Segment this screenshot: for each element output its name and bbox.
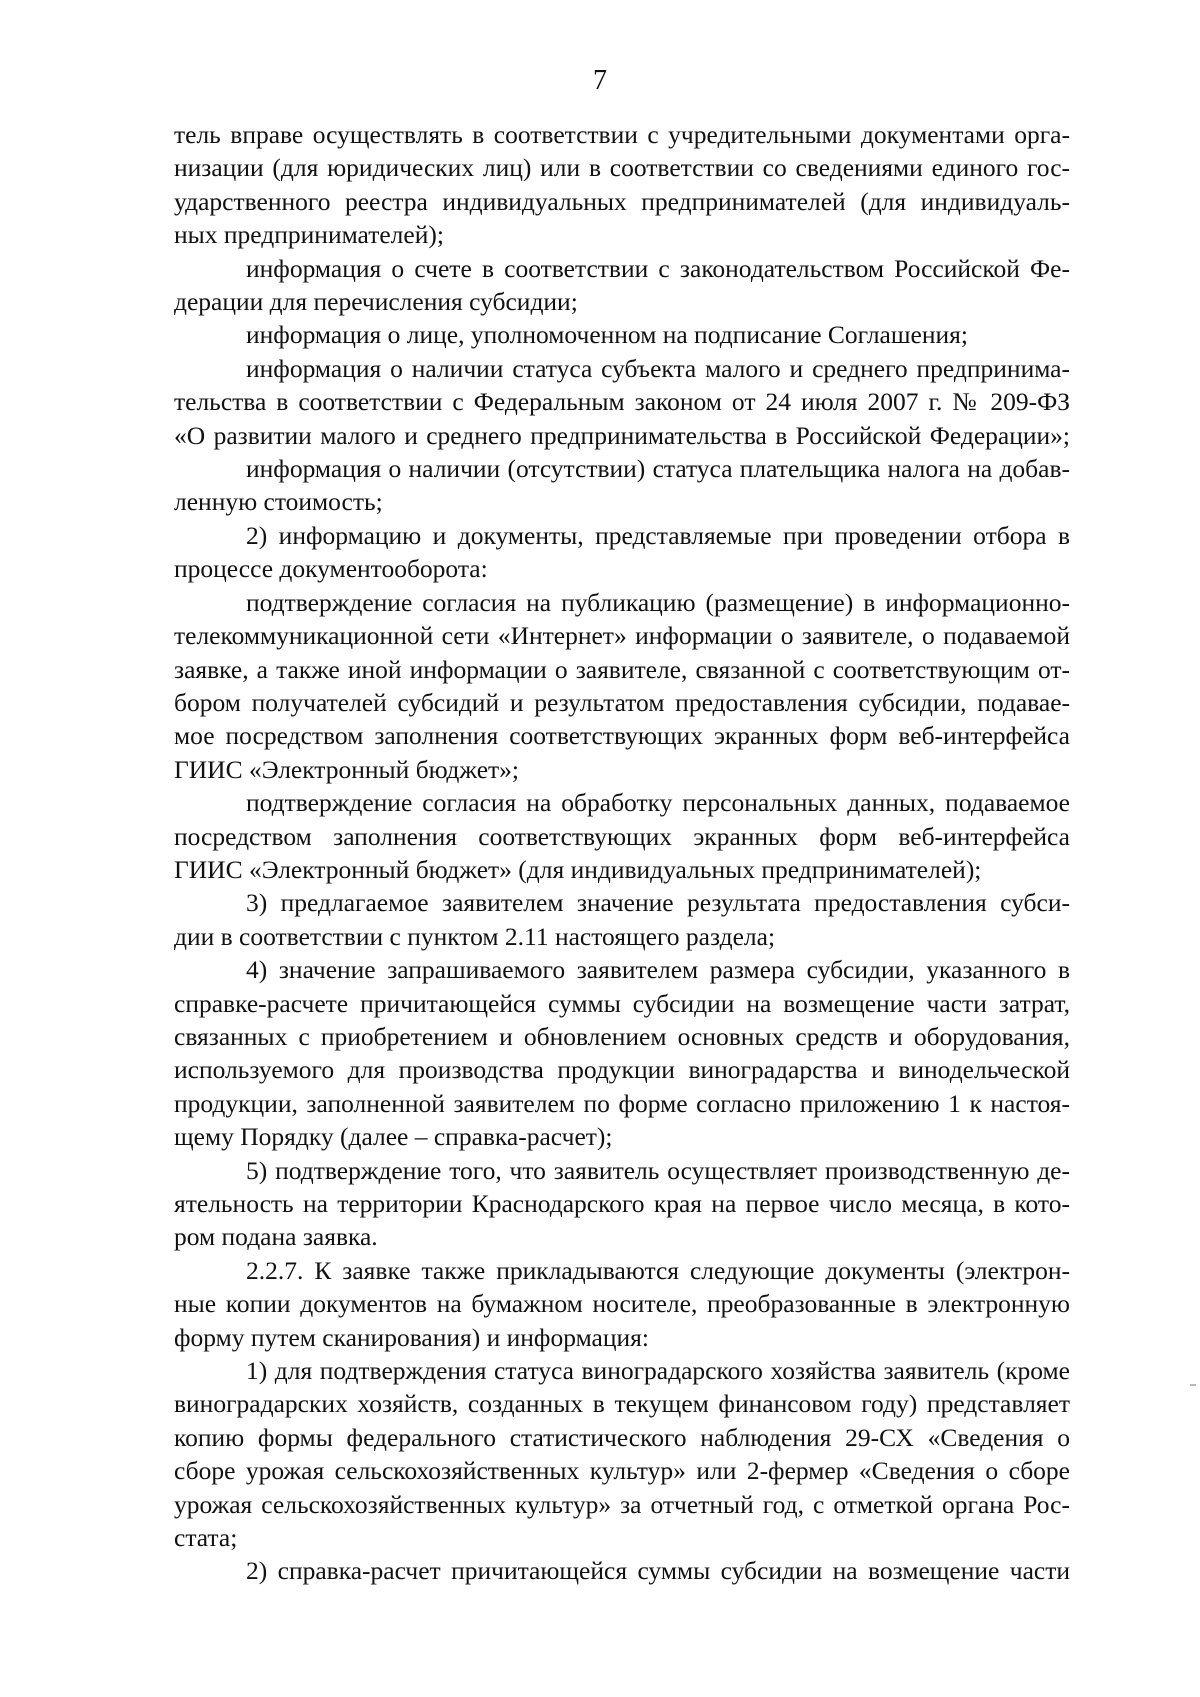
- text-line: копию формы федерального статистического наблюдения 29-СХ «Сведения о: [174, 1422, 1070, 1452]
- text-line: тель вправе осуществлять в соответствии с учредительными документами орга-: [174, 120, 1070, 149]
- text-line: ные копии документов на бумажном носителе, преобразованные в электронную: [174, 1289, 1070, 1319]
- text-line: ГИИС «Электронный бюджет» (для индивидуальных предпринимателей);: [174, 854, 982, 884]
- text-line: информация о лице, уполномоченном на подписание Соглашения;: [246, 320, 968, 350]
- scan-edge-mark: [1190, 1384, 1196, 1386]
- text-line: продукции, заполненной заявителем по форме согласно приложению 1 к настоя-: [174, 1088, 1070, 1118]
- text-line: урожая сельскохозяйственных культур» за отчетный год, с отметкой органа Рос-: [174, 1489, 1070, 1519]
- text-line: ром подана заявка.: [174, 1222, 378, 1252]
- text-line: процессе документооборота:: [174, 554, 488, 584]
- text-line: бором получателей субсидий и результатом предоставления субсидии, подавае-: [174, 687, 1070, 717]
- text-line: стата;: [174, 1523, 238, 1553]
- text-line: тельства в соответствии с Федеральным законом от 24 июля 2007 г. № 209-ФЗ: [174, 387, 1070, 417]
- text-line: ГИИС «Электронный бюджет»;: [174, 754, 519, 784]
- text-line: сборе урожая сельскохозяйственных культур» или 2-фермер «Сведения о сборе: [174, 1456, 1070, 1486]
- document-body: [174, 118, 1070, 1588]
- text-line: информация о счете в соответствии с законодательством Российской Фе-: [246, 253, 1070, 283]
- text-line: заявке, а также иной информации о заявителе, связанной с соответствующим от-: [174, 654, 1070, 684]
- text-line: 1) для подтверждения статуса виноградарского хозяйства заявитель (кроме: [246, 1356, 1070, 1386]
- text-line: 2) информацию и документы, представляемые при проведении отбора в: [246, 520, 1070, 550]
- text-line: дерации для перечисления субсидии;: [174, 287, 578, 317]
- text-line: ных предпринимателей);: [174, 220, 444, 250]
- text-line: щему Порядку (далее – справка-расчет);: [174, 1122, 613, 1152]
- text-line: связанных с приобретением и обновлением основных средств и оборудования,: [174, 1021, 1070, 1051]
- text-line: подтверждение согласия на публикацию (размещение) в информационно-: [246, 587, 1070, 617]
- text-line: ятельность на территории Краснодарского края на первое число месяца, в кото-: [174, 1189, 1070, 1218]
- text-line: 2) справка-расчет причитающейся суммы субсидии на возмещение части: [246, 1556, 1070, 1586]
- text-line: информация о наличии (отсутствии) статуса плательщика налога на добав-: [246, 454, 1070, 484]
- text-line: «О развитии малого и среднего предпринимательства в Российской Федерации»;: [174, 420, 1070, 450]
- text-line: низации (для юридических лиц) или в соответствии со сведениями единого гос-: [174, 153, 1070, 183]
- text-line: 2.2.7. К заявке также прикладываются следующие документы (электрон-: [246, 1255, 1070, 1285]
- page-number: 7: [593, 65, 607, 96]
- text-line: форму путем сканирования) и информация:: [174, 1322, 649, 1352]
- text-line: 5) подтверждение того, что заявитель осуществляет производственную де-: [246, 1155, 1070, 1185]
- text-line: посредством заполнения соответствующих экранных форм веб-интерфейса: [174, 821, 1070, 851]
- text-line: информация о наличии статуса субъекта малого и среднего предпринима-: [246, 353, 1070, 383]
- text-line: виноградарских хозяйств, созданных в текущем финансовом году) представляет: [174, 1389, 1070, 1419]
- text-line: ленную стоимость;: [174, 487, 383, 517]
- text-line: подтверждение согласия на обработку персональных данных, подаваемое: [246, 788, 1070, 818]
- text-line: мое посредством заполнения соответствующих экранных форм веб-интерфейса: [174, 721, 1070, 751]
- text-line: телекоммуникационной сети «Интернет» информации о заявителе, о подаваемой: [174, 621, 1070, 651]
- text-line: 4) значение запрашиваемого заявителем размера субсидии, указанного в: [246, 955, 1070, 985]
- text-line: ударственного реестра индивидуальных предпринимателей (для индивидуаль-: [174, 186, 1070, 216]
- text-line: справке-расчете причитающейся суммы субсидии на возмещение части затрат,: [174, 988, 1070, 1018]
- text-line: используемого для производства продукции виноградарства и винодельческой: [174, 1055, 1070, 1085]
- text-line: дии в соответствии с пунктом 2.11 настоящего раздела;: [174, 921, 776, 951]
- text-line: 3) предлагаемое заявителем значение результата предоставления субси-: [246, 888, 1070, 918]
